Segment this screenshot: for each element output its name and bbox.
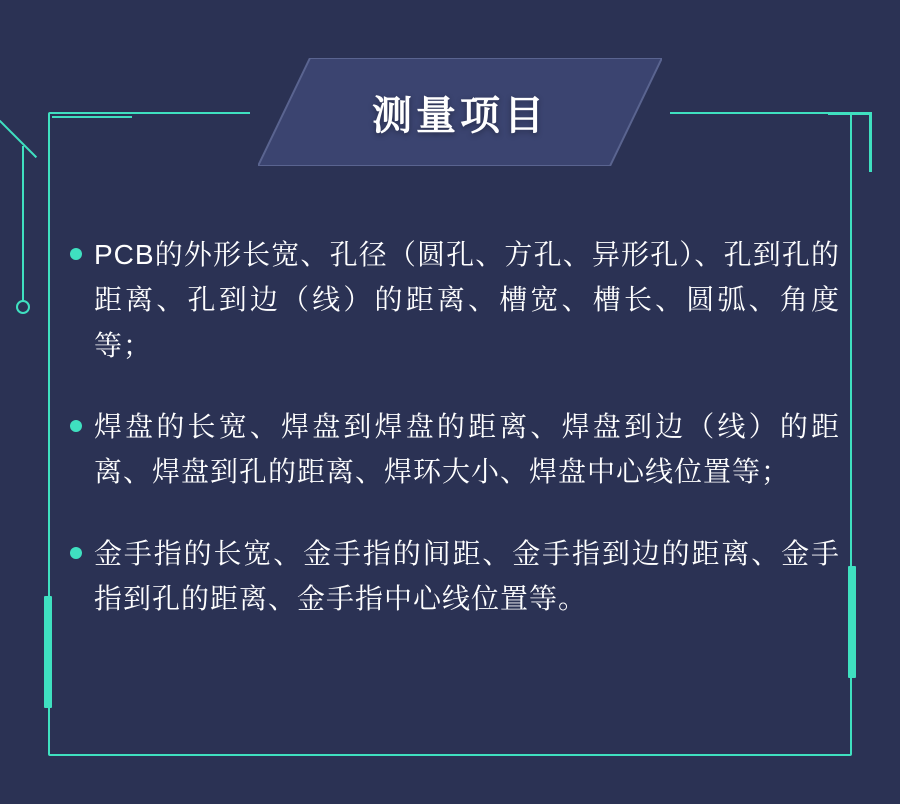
bullet-dot-icon <box>70 420 82 432</box>
title-banner <box>258 58 662 166</box>
list-item-text: PCB的外形长宽、孔径（圆孔、方孔、异形孔）、孔到孔的距离、孔到边（线）的距离、槽宽、槽长、圆弧、角度等； <box>94 239 840 361</box>
corner-accent-top-right <box>828 112 872 172</box>
corner-dot-icon <box>16 300 30 314</box>
list-item <box>70 232 840 368</box>
accent-bar-left <box>44 596 52 708</box>
bullet-dot-icon <box>70 248 82 260</box>
list-item-text: 金手指的长宽、金手指的间距、金手指到边的距离、金手指到孔的距离、金手指中心线位置等。 <box>94 537 840 615</box>
page-title: 测量项目 <box>372 93 548 138</box>
bullet-dot-icon <box>70 547 82 559</box>
bullet-list <box>70 232 840 622</box>
list-item-text: 焊盘的长宽、焊盘到焊盘的距离、焊盘到边（线）的距离、焊盘到孔的距离、焊环大小、焊盘中心线位置等； <box>94 411 840 488</box>
list-item <box>70 531 840 622</box>
list-item <box>70 404 840 495</box>
accent-bar-right <box>848 566 856 678</box>
